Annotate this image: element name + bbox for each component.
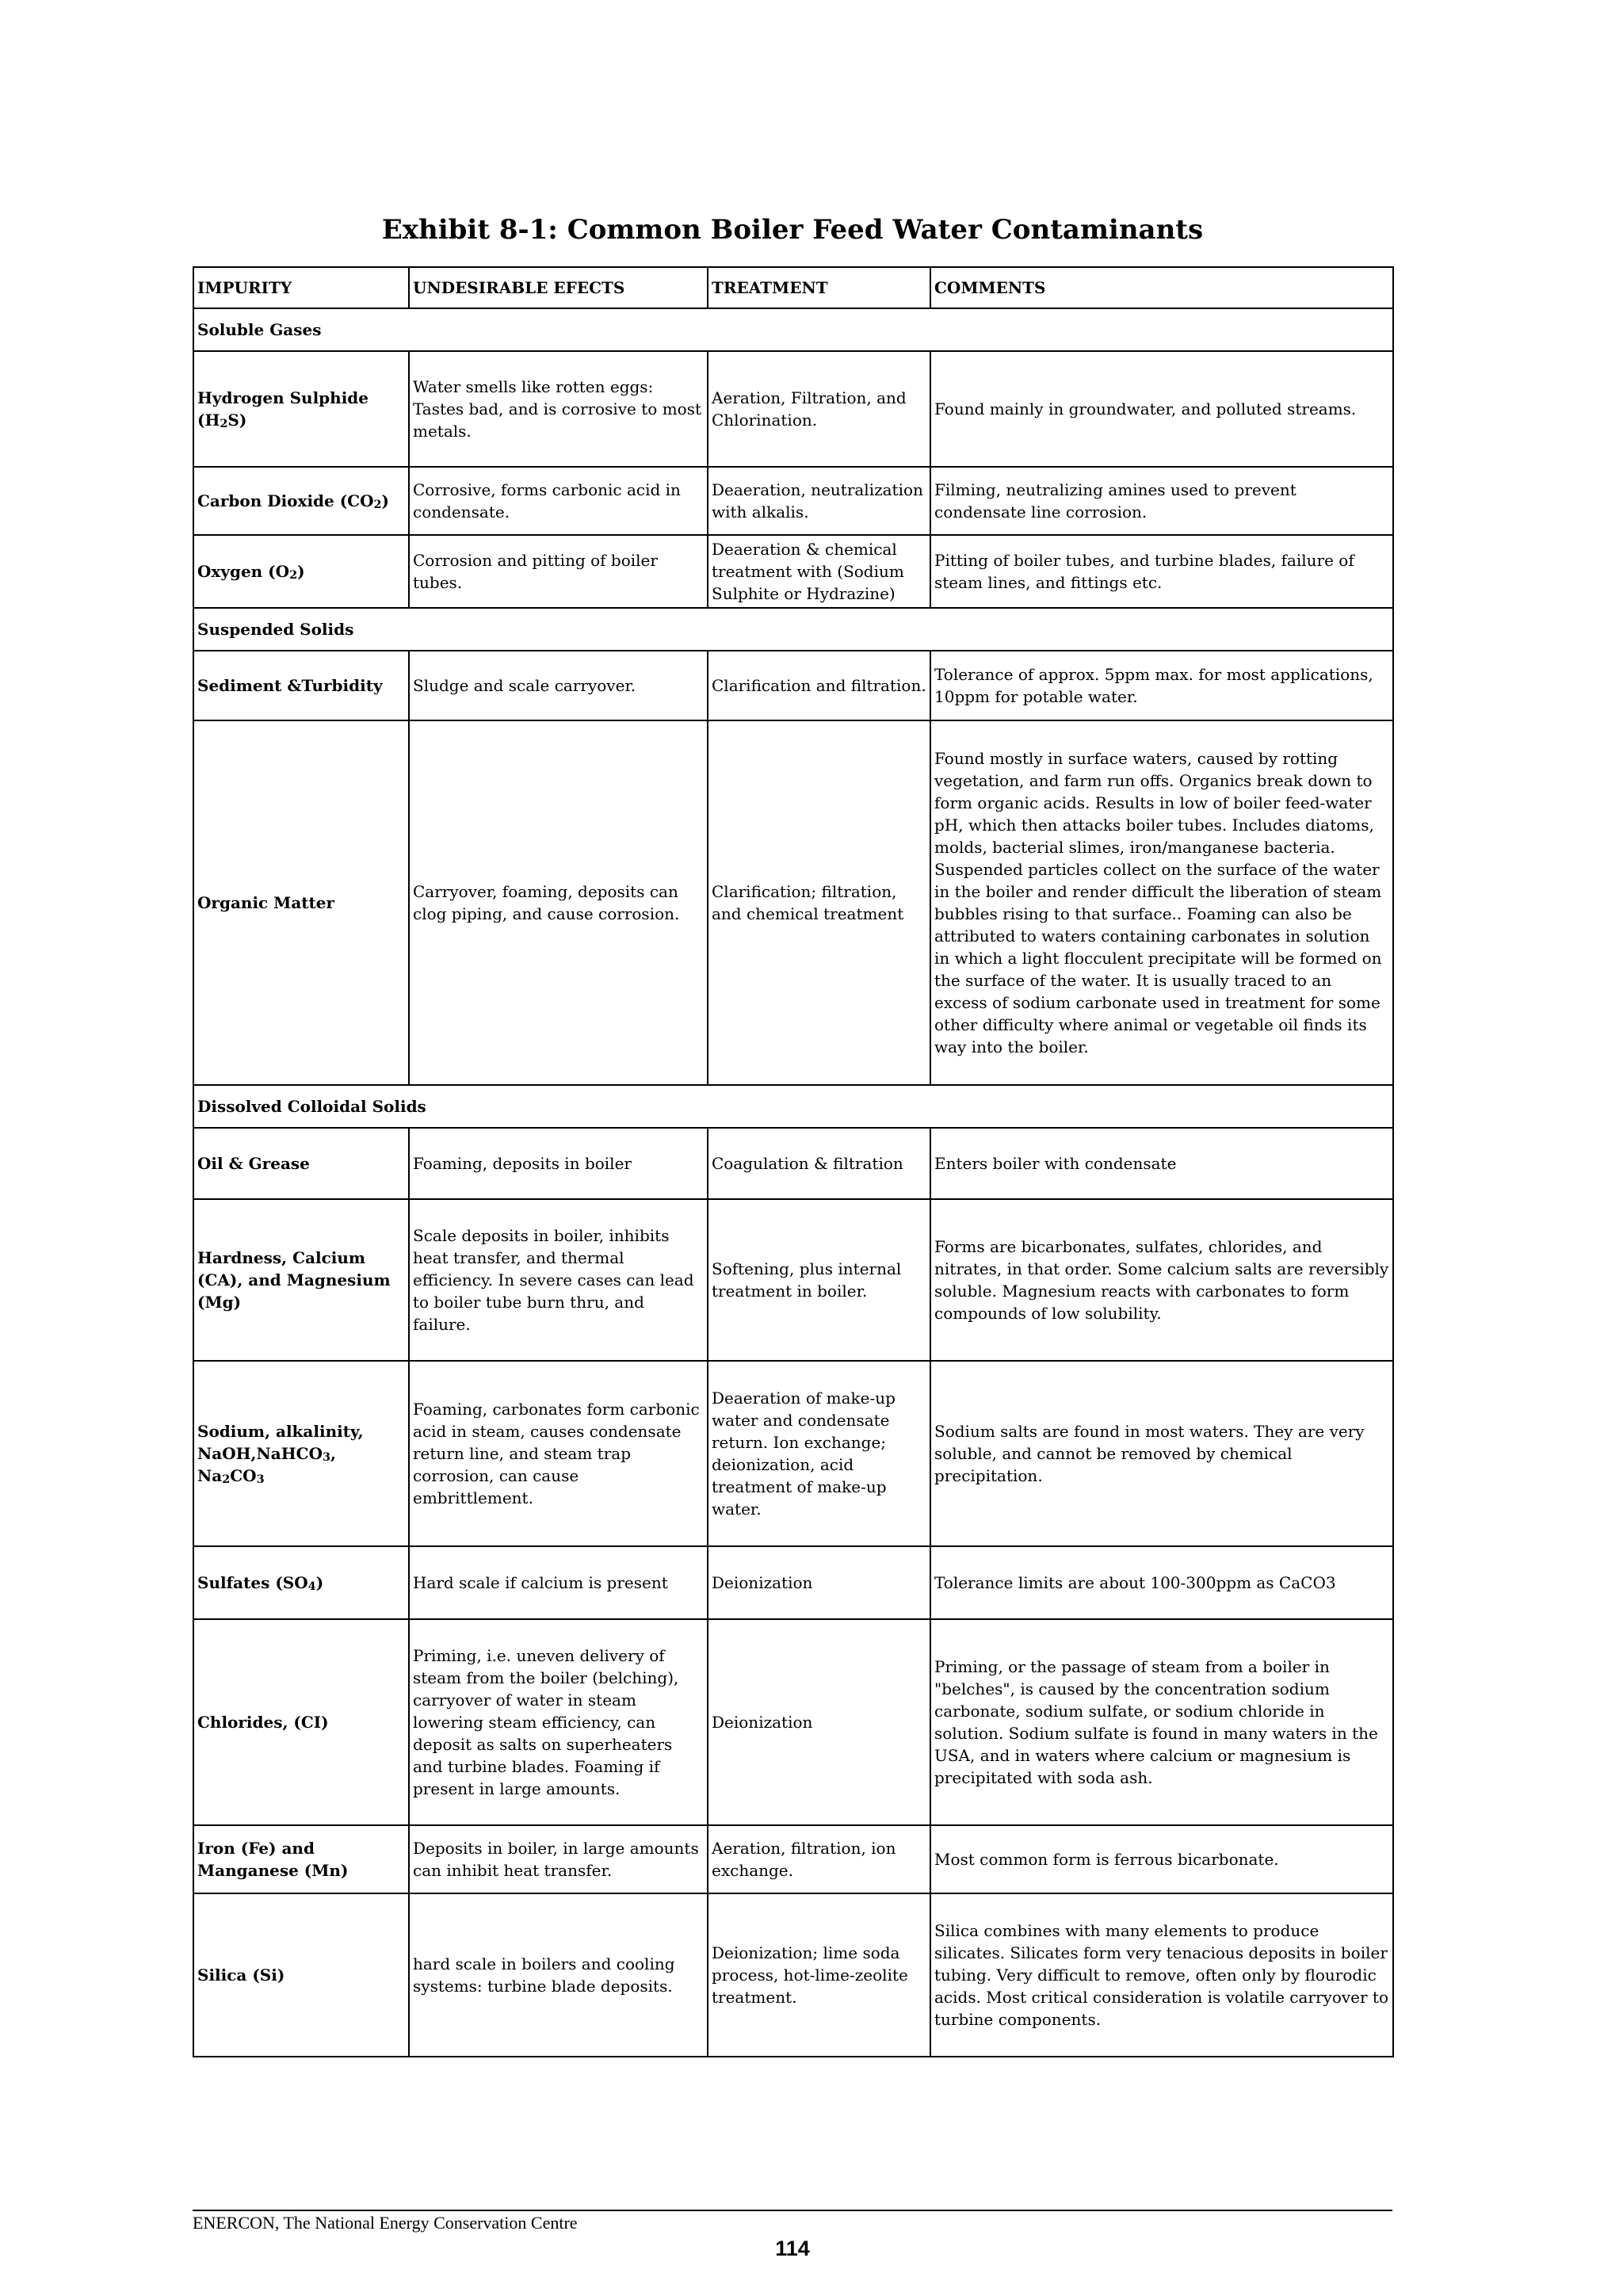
table-row bbox=[193, 651, 1393, 720]
table-row bbox=[193, 1128, 1393, 1199]
section-heading: Suspended Solids bbox=[193, 608, 1393, 651]
effects-cell: Sludge and scale carryover. bbox=[409, 651, 708, 720]
effects-cell: hard scale in boilers and cooling systems: turbine blade deposits. bbox=[409, 1893, 708, 2057]
section-heading: Soluble Gases bbox=[193, 308, 1393, 351]
effects-cell: Scale deposits in boiler, inhibits heat transfer, and thermal efficiency. In severe cases can lead to boiler tube burn thru, and failure. bbox=[409, 1199, 708, 1361]
effects-cell: Deposits in boiler, in large amounts can inhibit heat transfer. bbox=[409, 1825, 708, 1893]
table-row bbox=[193, 351, 1393, 467]
comments-cell: Silica combines with many elements to produce silicates. Silicates form very tenacious deposits in boiler tubing. Very difficult to remove, often only by flourodic acids. Most critical consideration is volatile carryover to turbine components. bbox=[930, 1893, 1393, 2057]
treatment-cell: Coagulation & filtration bbox=[708, 1128, 930, 1199]
comments-cell: Most common form is ferrous bicarbonate. bbox=[930, 1825, 1393, 1893]
treatment-cell: Aeration, filtration, ion exchange. bbox=[708, 1825, 930, 1893]
impurity-cell: Organic Matter bbox=[193, 720, 409, 1085]
table-row bbox=[193, 1619, 1393, 1825]
treatment-cell: Deaeration, neutralization with alkalis. bbox=[708, 467, 930, 535]
table-row bbox=[193, 1825, 1393, 1893]
section-row bbox=[193, 308, 1393, 351]
header-impurity: IMPURITY bbox=[193, 267, 409, 308]
treatment-cell: Deaeration of make-up water and condensate return. Ion exchange; deionization, acid treatment of make-up water. bbox=[708, 1361, 930, 1546]
page-number: 114 bbox=[775, 2237, 810, 2260]
comments-cell: Tolerance limits are about 100-300ppm as CaCO3 bbox=[930, 1546, 1393, 1619]
comments-cell: Priming, or the passage of steam from a boiler in "belches", is caused by the concentration sodium carbonate, sodium sulfate, or sodium chloride in solution. Sodium sulfate is found in many waters in the USA, and in waters where calcium or magnesium is precipitated with soda ash. bbox=[930, 1619, 1393, 1825]
header-comments: COMMENTS bbox=[930, 267, 1393, 308]
footer-divider bbox=[193, 2210, 1392, 2211]
section-row bbox=[193, 608, 1393, 651]
comments-cell: Tolerance of approx. 5ppm max. for most applications, 10ppm for potable water. bbox=[930, 651, 1393, 720]
impurity-cell: Silica (Si) bbox=[193, 1893, 409, 2057]
treatment-cell: Deionization; lime soda process, hot-lime-zeolite treatment. bbox=[708, 1893, 930, 2057]
section-heading: Dissolved Colloidal Solids bbox=[193, 1085, 1393, 1128]
effects-cell: Carryover, foaming, deposits can clog piping, and cause corrosion. bbox=[409, 720, 708, 1085]
comments-cell: Found mostly in surface waters, caused by rotting vegetation, and farm run offs. Organics break down to form organic acids. Results in low of boiler feed-water pH, which then attacks boiler tubes. Includes diatoms, molds, bacterial slimes, iron/manganese bacteria. Suspended particles collect on the surface of the water in the boiler and render difficult the liberation of steam bubbles rising to that surface.. Foaming can also be attributed to waters containing carbonates in solution in which a light flocculent precipitate will be formed on the surface of the water. It is usually traced to an excess of sodium carbonate used in treatment for some other difficulty where animal or vegetable oil finds its way into the boiler. bbox=[930, 720, 1393, 1085]
treatment-cell: Deionization bbox=[708, 1619, 930, 1825]
comments-cell: Sodium salts are found in most waters. They are very soluble, and cannot be removed by chemical precipitation. bbox=[930, 1361, 1393, 1546]
table-row bbox=[193, 1199, 1393, 1361]
header-effects: UNDESIRABLE EFECTS bbox=[409, 267, 708, 308]
comments-cell: Enters boiler with condensate bbox=[930, 1128, 1393, 1199]
effects-cell: Foaming, carbonates form carbonic acid in steam, causes condensate return line, and steam trap corrosion, can cause embrittlement. bbox=[409, 1361, 708, 1546]
effects-cell: Foaming, deposits in boiler bbox=[409, 1128, 708, 1199]
treatment-cell: Clarification; filtration, and chemical treatment bbox=[708, 720, 930, 1085]
impurity-cell: Hardness, Calcium (CA), and Magnesium (Mg) bbox=[193, 1199, 409, 1361]
treatment-cell: Clarification and filtration. bbox=[708, 651, 930, 720]
impurity-cell: Sediment &Turbidity bbox=[193, 651, 409, 720]
table-row bbox=[193, 535, 1393, 608]
comments-cell: Pitting of boiler tubes, and turbine blades, failure of steam lines, and fittings etc. bbox=[930, 535, 1393, 608]
treatment-cell: Deaeration & chemical treatment with (Sodium Sulphite or Hydrazine) bbox=[708, 535, 930, 608]
impurity-cell: Oxygen $(O_2)$ bbox=[193, 535, 409, 608]
footer-organization: ENERCON, The National Energy Conservation Centre bbox=[193, 2213, 578, 2233]
impurity-cell: Carbon Dioxide $(CO_2)$ bbox=[193, 467, 409, 535]
table-row bbox=[193, 1546, 1393, 1619]
comments-cell: Forms are bicarbonates, sulfates, chlorides, and nitrates, in that order. Some calcium salts are reversibly soluble. Magnesium reacts with carbonates to form compounds of low solubility. bbox=[930, 1199, 1393, 1361]
comments-cell: Filming, neutralizing amines used to prevent condensate line corrosion. bbox=[930, 467, 1393, 535]
treatment-cell: Deionization bbox=[708, 1546, 930, 1619]
impurity-cell: Iron (Fe) and Manganese (Mn) bbox=[193, 1825, 409, 1893]
effects-cell: Corrosion and pitting of boiler tubes. bbox=[409, 535, 708, 608]
table-row bbox=[193, 467, 1393, 535]
impurity-cell: Sulfates $(SO_4)$ bbox=[193, 1546, 409, 1619]
contaminants-table bbox=[193, 266, 1394, 2057]
comments-cell: Found mainly in groundwater, and polluted streams. bbox=[930, 351, 1393, 467]
treatment-cell: Aeration, Filtration, and Chlorination. bbox=[708, 351, 930, 467]
table-row bbox=[193, 720, 1393, 1085]
impurity-cell: Hydrogen Sulphide $(H_2S)$ bbox=[193, 351, 409, 467]
impurity-cell: Chlorides, (CI) bbox=[193, 1619, 409, 1825]
effects-cell: Water smells like rotten eggs: Tastes bad, and is corrosive to most metals. bbox=[409, 351, 708, 467]
header-treatment: TREATMENT bbox=[708, 267, 930, 308]
impurity-cell: Oil & Grease bbox=[193, 1128, 409, 1199]
effects-cell: Corrosive, forms carbonic acid in condensate. bbox=[409, 467, 708, 535]
effects-cell: Priming, i.e. uneven delivery of steam from the boiler (belching), carryover of water in steam lowering steam efficiency, can deposit as salts on superheaters and turbine blades. Foaming if present in large amounts. bbox=[409, 1619, 708, 1825]
treatment-cell: Softening, plus internal treatment in boiler. bbox=[708, 1199, 930, 1361]
impurity-cell: Sodium, alkalinity, NaOH,NaHCO$_3$, $Na_2CO_3$ bbox=[193, 1361, 409, 1546]
effects-cell: Hard scale if calcium is present bbox=[409, 1546, 708, 1619]
page-title: Exhibit 8-1: Common Boiler Feed Water Contaminants bbox=[381, 214, 1204, 246]
section-row bbox=[193, 1085, 1393, 1128]
table-row bbox=[193, 1893, 1393, 2057]
header-row bbox=[193, 267, 1393, 308]
table-row bbox=[193, 1361, 1393, 1546]
